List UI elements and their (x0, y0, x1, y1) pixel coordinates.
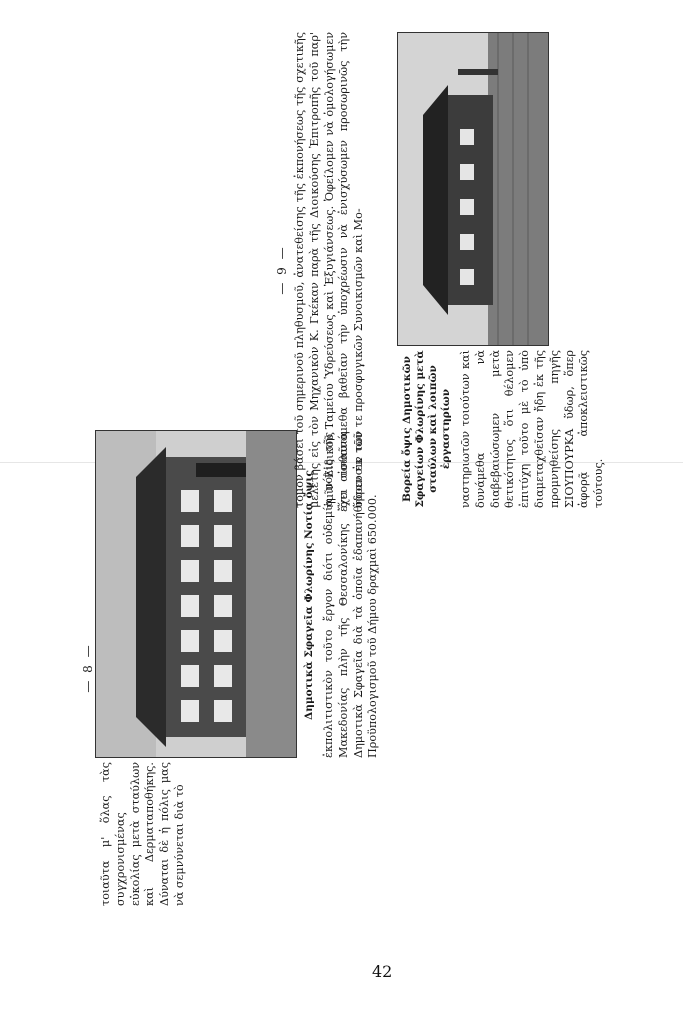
page-number: — 8 — (81, 643, 95, 693)
photo-illustration (398, 33, 548, 345)
page-9 (275, 30, 605, 510)
text-block-left (397, 350, 605, 508)
photo-illustration (96, 431, 296, 757)
page-number: — 9 — (275, 245, 289, 295)
text-block-top (99, 762, 411, 906)
paragraph-1: ἐκπολιτιστικὸν τοῦτο ἔργον διότι οὐδεμία πόλις τῆς Μακεδονίας πλὴν τῆς Θεσσαλονίκης ἔχει τοιαῦτα Δημοτικὰ Σφαγεῖα διὰ τὰ ὁποῖα ἐδαπανήθησαν ἐκ τοῦ Προϋπολογισμοῦ τοῦ Δήμου δραχμαὶ 650.000. (322, 432, 380, 758)
photo-caption: Δημοτικὰ Σφαγεῖα Φλωρίνης Νοτία ὄψις (303, 470, 315, 720)
scan-page-number: 42 (372, 962, 393, 981)
paragraph-1: ναστηριωτῶν τοιούτων καὶ δυνάμεθα νὰ διαβεβαιώσωμεν μετὰ θετικότητος ὅτι θέλομεν ἐπιτύχη τοῦτο μὲ τὸ ὑπὸ διαμεταχθεῖσαν ἤδη ἐκ τῆς προμνηθείσης πηγῆς ΣΙΟΥΠΟΥΡΚΑ ὕδωρ, ὅπερ ἀφορᾷ ἀποκλειστικῶς τούτους. (459, 350, 606, 508)
photo-caption: Βορεία ὄψις Δημοτικῶν Σφαγείων Φλωρίνης μετὰ σταύλων καὶ λοιπῶν ἐργαστηρίων (401, 350, 452, 508)
text-block-top (293, 32, 401, 508)
paragraph-continuation: τομον βάσει τοῦ σημερινοῦ πληθυσμοῦ, ἀνατεθείσης τῆς ἐκπονήσεως τῆς σχετικῆς μελέτης εἰς τὸν Μηχανικὸν Κ. Γκέκαν παρὰ τῆς Διοικούσης Ἐπιτροπῆς τοῦ παρ' ἡμῖν Εἰδικοῦ Ταμείου Ὑδρεύσεως καὶ Ἐξυγιάνσεως. Ὀφείλομεν νὰ ὁμολογήσωμεν ὅτι αἰσθανόμεθα βαθεῖαν τὴν ὑποχρέωσιν νὰ ἐνισχύσωμεν προσωρινῶς τὴν ὕδρευσιν τῶν τε προσφυγικῶν Συνοικισμῶν καὶ Μο- (293, 32, 366, 508)
paragraph-continuation: τοιαῦτα μ' ὅλας τὰς συγχρονισμένας εὐκολίας μετὰ σταύλων καὶ Δερματαποθήκης. Δύναται δὲ ἡ πόλις μας νὰ σεμνύνεται διὰ τὸ (99, 762, 186, 906)
photo-slaughterhouse-north (397, 32, 549, 346)
photo-slaughterhouse-south (95, 430, 297, 758)
